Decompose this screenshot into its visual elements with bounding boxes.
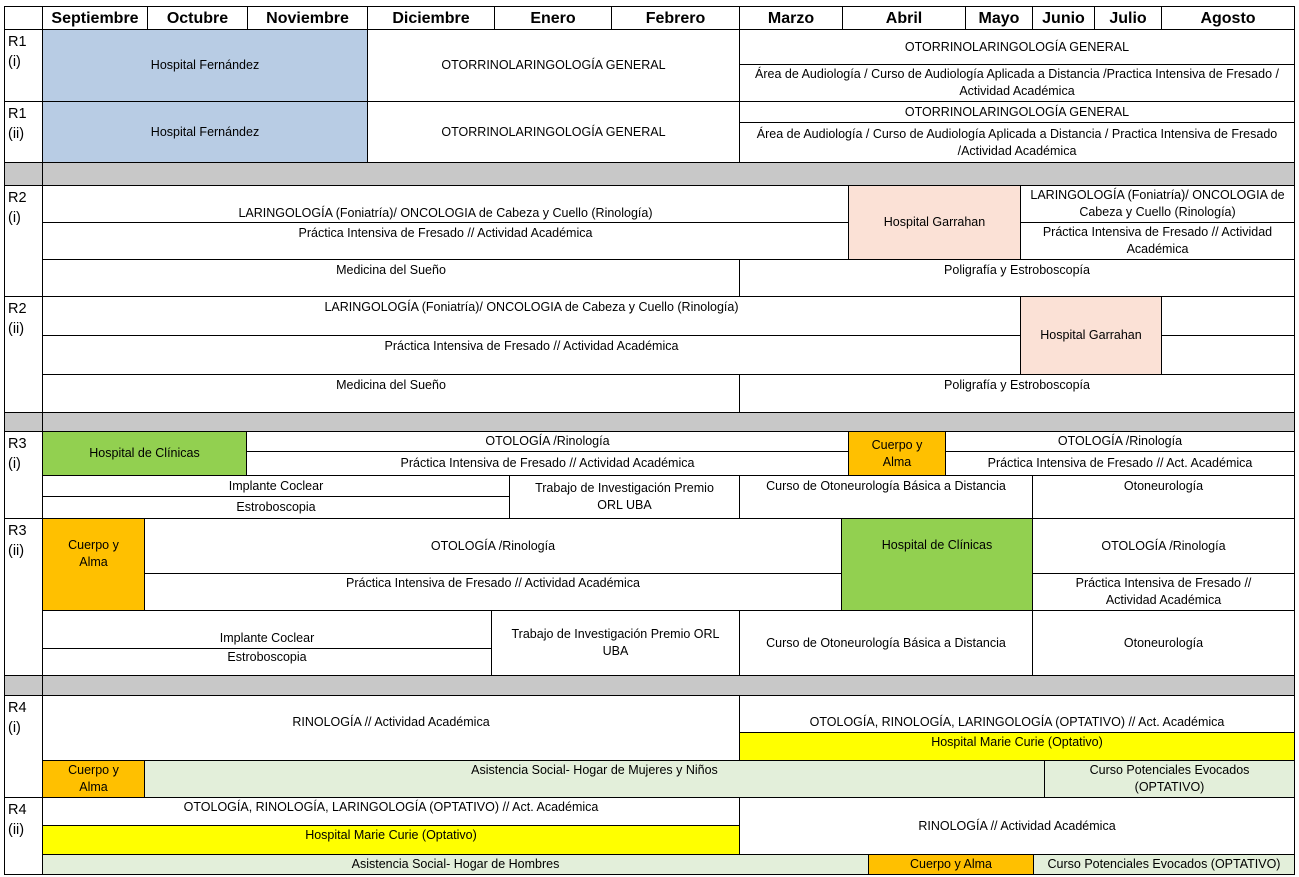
r2ii-empty-late-bottom (1161, 335, 1295, 375)
r4ii-hospital-marie-curie: Hospital Marie Curie (Optativo) (42, 825, 740, 855)
month-header-diciembre: Diciembre (367, 6, 495, 30)
r3ii-otologia: OTOLOGÍA /Rinología (144, 518, 842, 574)
r2i-laringologia-late: LARINGOLOGÍA (Foniatría)/ ONCOLOGIA de Cabeza y Cuello (Rinología) (1020, 185, 1295, 223)
r2ii-practica-fresado: Práctica Intensiva de Fresado // Actividad Académica (42, 335, 1021, 375)
r4ii-rinologia: RINOLOGÍA // Actividad Académica (739, 797, 1295, 855)
r2i-practica-fresado-late: Práctica Intensiva de Fresado // Actividad Académica (1020, 222, 1295, 260)
row-label-r2-ii: R2 (ii) (4, 296, 43, 413)
r3i-otologia: OTOLOGÍA /Rinología (246, 431, 849, 452)
header-corner (4, 6, 43, 30)
r4i-cuerpo-y-alma: Cuerpo y Alma (42, 760, 145, 798)
month-header-junio: Junio (1032, 6, 1095, 30)
month-header-octubre: Octubre (147, 6, 248, 30)
r4ii-cuerpo-y-alma: Cuerpo y Alma (868, 854, 1034, 875)
r3i-cuerpo-y-alma: Cuerpo y Alma (848, 431, 946, 476)
r3i-otologia-late: OTOLOGÍA /Rinología (945, 431, 1295, 452)
separator-row (42, 675, 1295, 696)
r4i-hospital-marie-curie: Hospital Marie Curie (Optativo) (739, 732, 1295, 761)
row-label-r1-ii: R1 (ii) (4, 101, 43, 163)
row-label-r3-i: R3 (i) (4, 431, 43, 519)
separator-row (4, 162, 43, 186)
r4i-otologia-optativo: OTOLOGÍA, RINOLOGÍA, LARINGOLOGÍA (OPTATIVO) // Act. Académica (739, 695, 1295, 733)
r3i-practica-fresado: Práctica Intensiva de Fresado // Actividad Académica (246, 451, 849, 476)
r2ii-poligrafia: Poligrafía y Estroboscopía (739, 374, 1295, 413)
month-header-julio: Julio (1094, 6, 1162, 30)
r3ii-curso-otoneurologia: Curso de Otoneurología Básica a Distancia (739, 610, 1033, 676)
r4i-rinologia: RINOLOGÍA // Actividad Académica (42, 695, 740, 761)
separator-row (4, 675, 43, 696)
r1i-audiologia: Área de Audiología / Curso de Audiología Aplicada a Distancia /Practica Intensiva de Fresado / Actividad Académica (739, 64, 1295, 102)
r1ii-otorrino-general-late: OTORRINOLARINGOLOGÍA GENERAL (739, 101, 1295, 123)
row-label-r3-ii: R3 (ii) (4, 518, 43, 676)
r4i-asistencia-social: Asistencia Social- Hogar de Mujeres y Niños (144, 760, 1045, 798)
r2i-poligrafia: Poligrafía y Estroboscopía (739, 259, 1295, 297)
r4ii-otologia-optativo: OTOLOGÍA, RINOLOGÍA, LARINGOLOGÍA (OPTATIVO) // Act. Académica (42, 797, 740, 826)
r1ii-audiologia: Área de Audiología / Curso de Audiología Aplicada a Distancia / Practica Intensiva de Fresado /Actividad Académica (739, 122, 1295, 163)
row-label-r2-i: R2 (i) (4, 185, 43, 297)
r3i-implante-coclear: Implante Coclear (42, 475, 510, 497)
r2i-practica-fresado: Práctica Intensiva de Fresado // Actividad Académica (42, 222, 849, 260)
separator-row (42, 412, 1295, 432)
r3i-practica-fresado-late: Práctica Intensiva de Fresado // Act. Académica (945, 451, 1295, 476)
r2i-hospital-garrahan: Hospital Garrahan (848, 185, 1021, 260)
r1i-hospital-fernandez: Hospital Fernández (42, 29, 368, 102)
r4ii-curso-potenciales: Curso Potenciales Evocados (OPTATIVO) (1033, 854, 1295, 875)
r3ii-otoneurologia: Otoneurología (1032, 610, 1295, 676)
r1i-otorrino-general: OTORRINOLARINGOLOGÍA GENERAL (367, 29, 740, 102)
r3ii-practica-fresado-late: Práctica Intensiva de Fresado // Actividad Académica (1032, 573, 1295, 611)
r3i-trabajo-investigacion: Trabajo de Investigación Premio ORL UBA (509, 475, 740, 519)
r2i-laringologia: LARINGOLOGÍA (Foniatría)/ ONCOLOGIA de Cabeza y Cuello (Rinología) (42, 185, 849, 223)
separator-row (4, 412, 43, 432)
r3i-estroboscopia: Estroboscopia (42, 496, 510, 519)
row-label-r4-ii: R4 (ii) (4, 797, 43, 875)
r1i-otorrino-general-late: OTORRINOLARINGOLOGÍA GENERAL (739, 29, 1295, 65)
r3ii-estroboscopia: Estroboscopia (42, 648, 492, 676)
row-label-r4-i: R4 (i) (4, 695, 43, 798)
month-header-febrero: Febrero (611, 6, 740, 30)
r3i-otoneurologia: Otoneurología (1032, 475, 1295, 519)
month-header-septiembre: Septiembre (42, 6, 148, 30)
separator-row (42, 162, 1295, 186)
r1ii-hospital-fernandez: Hospital Fernández (42, 101, 368, 163)
r2i-medicina-sueno: Medicina del Sueño (42, 259, 740, 297)
month-header-enero: Enero (494, 6, 612, 30)
r3i-curso-otoneurologia: Curso de Otoneurología Básica a Distancia (739, 475, 1033, 519)
r3ii-hospital-clinicas: Hospital de Clínicas (841, 518, 1033, 611)
r2ii-laringologia: LARINGOLOGÍA (Foniatría)/ ONCOLOGIA de Cabeza y Cuello (Rinología) (42, 296, 1021, 336)
r3ii-implante-coclear: Implante Coclear (42, 610, 492, 649)
month-header-agosto: Agosto (1161, 6, 1295, 30)
row-label-r1-i: R1 (i) (4, 29, 43, 102)
r2ii-hospital-garrahan: Hospital Garrahan (1020, 296, 1162, 375)
r2ii-medicina-sueno: Medicina del Sueño (42, 374, 740, 413)
month-header-mayo: Mayo (965, 6, 1033, 30)
r3ii-trabajo-investigacion: Trabajo de Investigación Premio ORL UBA (491, 610, 740, 676)
month-header-noviembre: Noviembre (247, 6, 368, 30)
month-header-abril: Abril (842, 6, 966, 30)
r4ii-asistencia-social: Asistencia Social- Hogar de Hombres (42, 854, 869, 875)
r3ii-practica-fresado: Práctica Intensiva de Fresado // Actividad Académica (144, 573, 842, 611)
r3ii-cuerpo-y-alma: Cuerpo y Alma (42, 518, 145, 611)
r3i-hospital-clinicas: Hospital de Clínicas (42, 431, 247, 476)
r3ii-otologia-late: OTOLOGÍA /Rinología (1032, 518, 1295, 574)
month-header-marzo: Marzo (739, 6, 843, 30)
r2ii-empty-late-top (1161, 296, 1295, 336)
r4i-curso-potenciales: Curso Potenciales Evocados (OPTATIVO) (1044, 760, 1295, 798)
r1ii-otorrino-general: OTORRINOLARINGOLOGÍA GENERAL (367, 101, 740, 163)
